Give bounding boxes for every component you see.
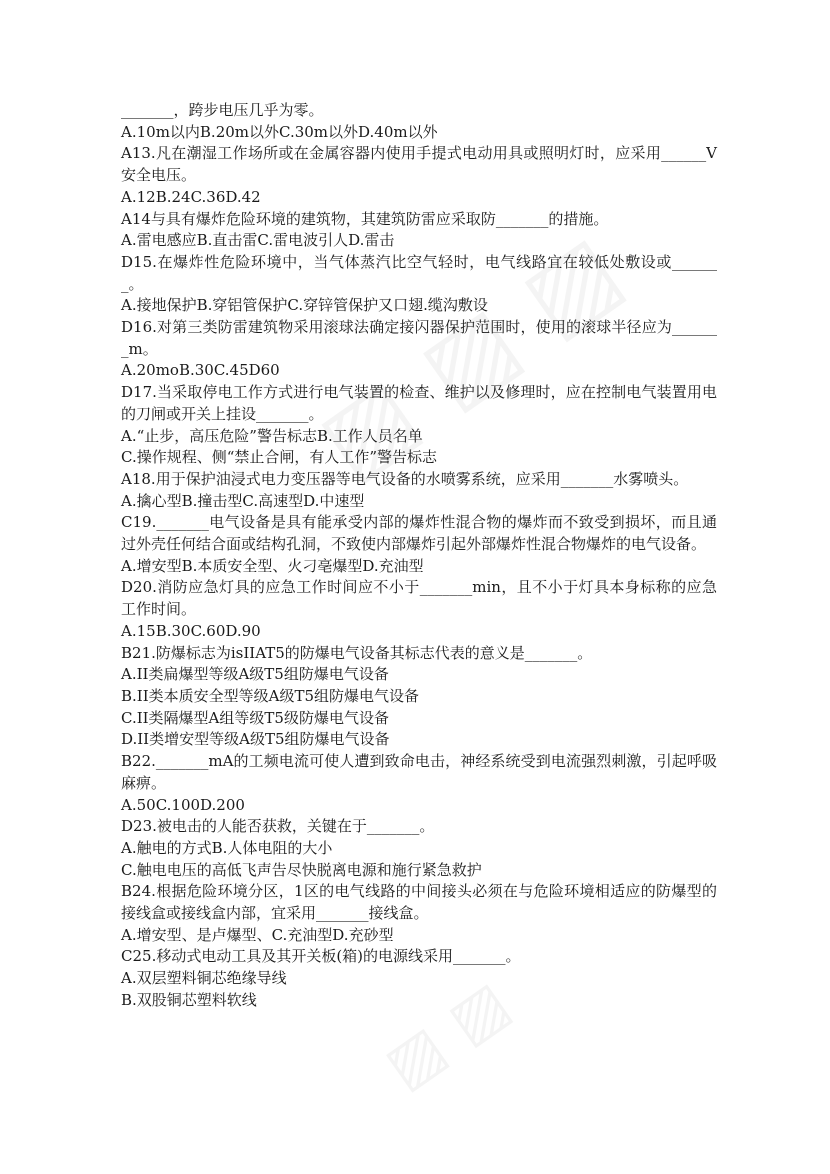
text-line: A.触电的方式B.人体电阻的大小 (121, 838, 333, 857)
text-line: C19._______电气设备是具有能承受内部的爆炸性混合物的爆炸而不致受到损坏，而且通过外壳任何结合面或结构孔洞，不致使内部爆炸引起外部爆炸性混合物爆炸的电气设备。 (121, 513, 717, 554)
text-line: A.增安型B.本质安全型、火刁亳爆型D.充油型 (121, 556, 424, 575)
text-line: B22._______mA的工频电流可使人遭到致命电击，神经系统受到电流强烈刺激，引起呼吸麻痹。 (121, 752, 717, 792)
text-line: D23.被电击的人能否获救，关键在于_______。 (121, 817, 435, 836)
text-line: A.擒心型B.撞击型C.高速型D.中速型 (121, 491, 365, 510)
text-line: _______，跨步电压几乎为零。 (121, 101, 324, 119)
text-line: D.II类增安型等级A级T5组防爆电气设备 (121, 730, 390, 749)
text-line: A.12B.24C.36D.42 (121, 187, 261, 206)
text-line: D16.对第三类防雷建筑物采用滚球法确定接闪器保护范围时，使用的滚球半径应为_______m。 (121, 318, 717, 358)
text-line: D20.消防应急灯具的应急工作时间应不小于_______min，且不小于灯具本身标称的应急工作时间。 (121, 578, 717, 619)
text-line: B21.防爆标志为isIIAT5的防爆电气设备其标志代表的意义是_______。 (121, 643, 593, 662)
text-line: A.15B.30C.60D.90 (121, 621, 261, 640)
text-line: A.增安型、是卢爆型、C.充油型D.充砂型 (121, 925, 394, 944)
text-line: C.II类隔爆型A组等级T5级防爆电气设备 (121, 708, 389, 727)
text-line: D15.在爆炸性危险环境中，当气体蒸汽比空气轻时，电气线路宜在较低处敷设或_______。 (121, 252, 717, 293)
text-line: B24.根据危险环境分区，1区的电气线路的中间接头必须在与危险环境相适应的防爆型的接线盒或接线盒内部，宜采用_______接线盒。 (121, 882, 717, 923)
text-line: B.II类本质安全型等级A级T5组防爆电气设备 (121, 686, 420, 705)
text-line: B.双股铜芯塑料软线 (121, 990, 257, 1009)
text-line: C.触电电压的高低飞声告尽快脱离电源和施行紧急救护 (121, 860, 482, 879)
text-line: A.10m以内B.20m以外C.30m以外D.40m以外 (121, 122, 438, 141)
document-body (121, 100, 717, 1012)
text-line: A.50C.100D.200 (121, 795, 245, 814)
text-line: A.20moB.30C.45D60 (121, 361, 280, 380)
text-line: A18.用于保护油浸式电力变压器等电气设备的水喷雾系统，应采用_______水雾喷头。 (121, 469, 689, 488)
text-line: A.雷电感应B.直击雷C.雷电波引人D.雷击 (121, 231, 395, 250)
text-line: A.接地保护B.穿铝管保护C.穿锌管保护又口翅.缆沟敷设 (121, 296, 488, 315)
text-line: A14与具有爆炸危险环境的建筑物，其建筑防雷应采取防_______的措施。 (121, 209, 609, 228)
text-line: A.II类扁爆型等级A级T5组防爆电气设备 (121, 665, 389, 684)
text-line: A.“止步，高压危险”警告标志B.工作人员名单 (121, 426, 423, 445)
text-line: A13.凡在潮湿工作场所或在金属容器内使用手提式电动用具或照明灯时，应采用______V安全电压。 (121, 144, 717, 185)
text-line: D17.当采取停电工作方式进行电气装置的检查、维护以及修理时，应在控制电气装置用电的刀闸或开关上挂设_______。 (121, 383, 717, 423)
text-line: C.操作规程、侧“禁止合闸，有人工作”警告标志 (121, 448, 438, 467)
text-line: C25.移动式电动工具及其开关板(箱)的电源线采用_______。 (121, 947, 521, 966)
text-line: A.双层塑料铜芯绝缘导线 (121, 969, 287, 988)
